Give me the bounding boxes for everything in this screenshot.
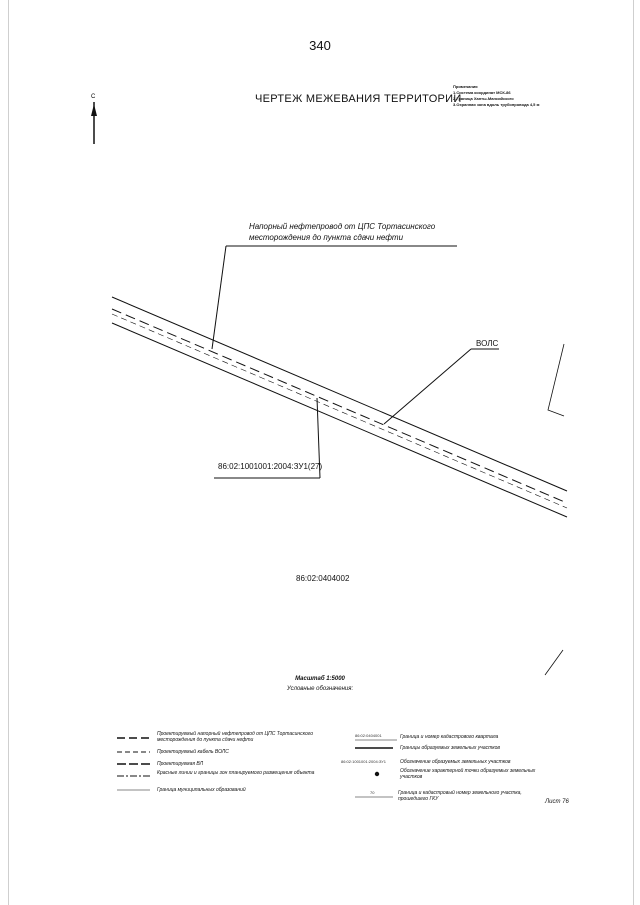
legend-item: Граница и кадастровый номер земельного участка, прошедшего ГКУ <box>398 790 522 802</box>
page-number: 340 <box>309 38 331 53</box>
drawing-title: ЧЕРТЕЖ МЕЖЕВАНИЯ ТЕРРИТОРИИ <box>255 93 462 105</box>
notes-item: 2.Граница Ханты-Мансийского <box>453 96 514 101</box>
notes-item: 1.Система координат МСК-86 <box>453 90 511 95</box>
sheet-number: Лист 76 <box>545 799 569 805</box>
vols-leader-line <box>384 349 471 424</box>
legend-sample-point-icon <box>375 772 379 776</box>
legend-item: Границы образуемых земельных участков <box>400 745 501 751</box>
pipeline-label <box>249 221 435 243</box>
vols-axis-line <box>112 314 567 508</box>
vols-label: ВОЛС <box>476 339 499 348</box>
legend-item: Проектируемая ВЛ <box>157 761 204 767</box>
corridor-bottom-line <box>112 323 567 517</box>
north-letter: С <box>91 94 96 100</box>
quarter-label: 86:02:0404002 <box>296 574 350 583</box>
pipeline-axis-line <box>112 309 567 503</box>
boundary-segment <box>545 650 563 675</box>
north-arrow-icon <box>91 94 97 144</box>
parcel-label: 86:02:1001001:2004:ЗУ1(27) <box>218 462 323 471</box>
legend-title: Условные обозначения: <box>286 686 354 692</box>
notes-heading: Примечания <box>453 84 478 89</box>
legend-item: Проектируемый кабель ВОЛС <box>157 749 229 755</box>
legend-sample-label: 86:02:1001001:2004:ЗУ1 <box>341 759 386 764</box>
legend-item: Граница и номер кадастрового квартала <box>400 734 499 740</box>
notes-item: 3.Охранная зона вдоль трубопровода 4,5 м <box>453 102 540 107</box>
legend-item: Красные линии и границы зон планируемого размещения объекта <box>157 770 315 776</box>
legend-sample-label: 70 <box>370 790 375 795</box>
pipeline-label-line1: Напорный нефтепровод от ЦПС Тортасинского <box>249 222 436 231</box>
pipeline-label-line2: месторождения до пункта сдачи нефти <box>249 233 404 242</box>
legend-item: Проектируемый напорный нефтепровод от ЦПС Тортасинского месторождения до пункта сдачи нефти <box>157 731 313 743</box>
legend-item: Обозначение характерной точки образуемых земельных участков <box>400 768 536 780</box>
legend-sample-label: 86:02:0404001 <box>355 733 382 738</box>
adjacent-parcel-boundary <box>548 344 564 416</box>
corridor-top-line <box>112 297 567 491</box>
scale-text: Масштаб 1:5000 <box>295 676 345 682</box>
pipeline-leader-line <box>212 246 226 349</box>
legend-item: Граница муниципальных образований <box>157 787 246 793</box>
legend-item: Обозначение образуемых земельных участков <box>400 759 511 765</box>
